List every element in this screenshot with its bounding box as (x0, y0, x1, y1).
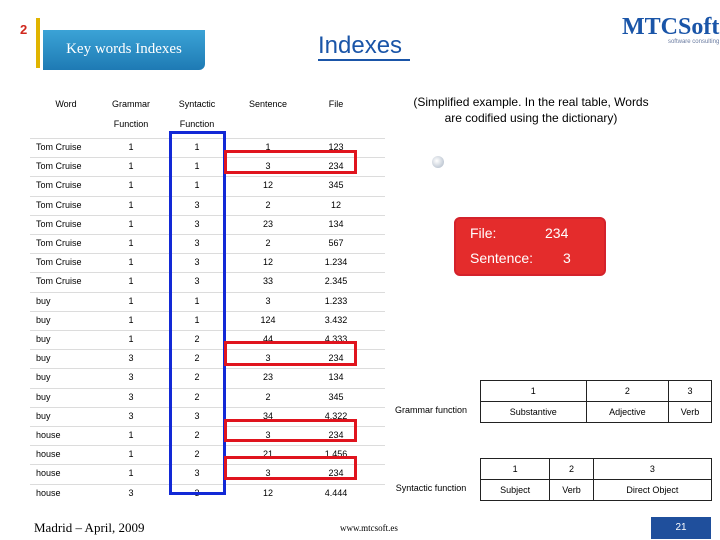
table-cell-word: buy (36, 314, 51, 325)
syntactic-column-highlight (169, 131, 226, 495)
slide-number: 2 (20, 22, 28, 37)
table-cell: 12 (330, 199, 341, 210)
table-cell: 1 (128, 295, 134, 306)
table-cell: 3 (265, 295, 271, 306)
table-cell: 12 (262, 257, 273, 268)
syntactic-function-label: Syntactic function (395, 483, 467, 493)
table-cell: 3 (128, 353, 134, 364)
table-cell-word: house (36, 430, 61, 440)
logo-tagline: software consulting (667, 39, 720, 45)
table-cell: 4.322 (324, 410, 348, 421)
table-cell-word: buy (36, 353, 51, 364)
table-cell: 4.333 (324, 334, 348, 344)
table-cell: 3 (194, 410, 200, 421)
table-cell: 1.456 (324, 449, 348, 460)
table-cell: 567 (328, 238, 344, 248)
footer-location-date: Madrid – April, 2009 (34, 520, 145, 535)
table-cell: 2.345 (324, 276, 348, 287)
syntactic-number: 1 (481, 459, 550, 480)
grammar-value: Verb (669, 402, 712, 423)
table-cell: 3 (265, 353, 271, 364)
table-cell-word: buy (36, 295, 51, 306)
table-cell: 1 (128, 199, 134, 210)
grammar-number: 2 (586, 381, 669, 402)
title-underline (318, 59, 410, 61)
table-cell: 44 (262, 334, 273, 344)
table-cell: 12 (262, 180, 273, 191)
file-value: 234 (545, 225, 569, 241)
syntactic-number: 3 (593, 459, 711, 480)
grammar-number: 1 (481, 381, 587, 402)
table-cell: 1 (128, 180, 134, 191)
table-cell: 34 (262, 410, 273, 421)
table-cell: 2 (194, 449, 200, 460)
grammar-value: Substantive (481, 402, 587, 423)
table-cell-word: Tom Cruise (36, 180, 82, 191)
table-cell: 2 (194, 334, 200, 344)
table-cell: 3 (194, 276, 200, 287)
table-cell: 21 (262, 449, 273, 460)
table-cell-word: house (36, 487, 61, 498)
table-header: Syntactic (178, 99, 216, 109)
table-header: Word (55, 99, 77, 109)
table-cell: 3 (194, 199, 200, 210)
table-cell: 1 (128, 449, 134, 460)
table-cell: 3 (128, 372, 134, 383)
table-cell: 12 (262, 487, 273, 498)
table-cell: 1 (194, 161, 200, 172)
table-cell-word: Tom Cruise (36, 199, 82, 210)
table-cell: 1 (128, 468, 134, 479)
table-cell: 2 (265, 391, 271, 402)
table-cell: 3 (265, 161, 271, 172)
table-cell: 2 (194, 372, 200, 383)
syntactic-value: Verb (550, 480, 594, 501)
syntactic-value: Direct Object (593, 480, 711, 501)
table-cell: 1.234 (324, 257, 348, 268)
sentence-label: Sentence: (470, 250, 534, 266)
table-cell: 1 (194, 142, 200, 152)
table-cell: 23 (262, 218, 273, 229)
table-header-line2: Function (113, 119, 149, 129)
table-cell: 345 (328, 180, 344, 191)
table-header-line2: Function (179, 119, 215, 129)
table-cell: 33 (262, 276, 273, 287)
table-cell: 3 (194, 238, 200, 248)
table-header: Sentence (248, 99, 288, 109)
table-cell: 3.432 (324, 314, 348, 325)
table-cell-word: buy (36, 391, 51, 402)
table-cell: 3 (265, 468, 271, 479)
table-cell: 3 (128, 391, 134, 402)
table-cell: 1 (128, 430, 134, 440)
table-cell-word: Tom Cruise (36, 142, 82, 152)
bubble-icon (432, 156, 444, 168)
table-cell: 134 (328, 372, 344, 383)
table-cell: 123 (328, 142, 344, 152)
company-logo (622, 14, 719, 45)
table-cell: 234 (328, 430, 344, 440)
table-cell: 1 (128, 334, 134, 344)
accent-bar (36, 18, 40, 68)
grammar-value: Adjective (586, 402, 669, 423)
table-cell: 234 (328, 161, 344, 172)
table-cell: 3 (194, 218, 200, 229)
grammar-function-label: Grammar function (394, 405, 468, 415)
page-number-badge: 21 (651, 517, 711, 539)
table-cell: 3 (128, 487, 134, 498)
table-cell: 4.444 (324, 487, 348, 498)
table-cell-word: buy (36, 410, 51, 421)
table-cell-word: Tom Cruise (36, 257, 82, 268)
table-cell: 1 (194, 180, 200, 191)
table-cell: 134 (328, 218, 344, 229)
file-label: File: (470, 225, 497, 241)
table-cell: 3 (194, 257, 200, 268)
table-cell: 1.233 (324, 295, 348, 306)
logo-text: MTCSoft (622, 14, 720, 40)
table-cell: 2 (194, 353, 200, 364)
table-cell: 1 (128, 161, 134, 172)
page-title: Indexes (318, 32, 403, 59)
syntactic-function-table (480, 458, 712, 501)
table-cell: 1 (128, 314, 134, 325)
table-cell: 1 (128, 142, 134, 152)
table-cell: 3 (128, 410, 134, 421)
table-cell: 1 (194, 295, 200, 306)
grammar-number: 3 (669, 381, 712, 402)
table-cell: 3 (194, 487, 200, 498)
table-cell: 2 (265, 238, 271, 248)
sentence-value: 3 (563, 250, 571, 266)
file-sentence-callout (454, 217, 606, 276)
table-cell: 1 (128, 276, 134, 287)
table-cell-word: buy (36, 334, 51, 344)
table-cell-word: house (36, 468, 61, 479)
table-cell: 23 (262, 372, 273, 383)
table-cell: 234 (328, 468, 344, 479)
grammar-function-table (480, 380, 712, 423)
table-cell: 124 (260, 314, 276, 325)
table-cell-word: Tom Cruise (36, 238, 82, 248)
table-cell: 2 (265, 199, 271, 210)
table-cell-word: house (36, 449, 61, 460)
footer-website[interactable]: www.mtcsoft.es (340, 523, 398, 533)
table-cell: 2 (194, 430, 200, 440)
syntactic-number: 2 (550, 459, 594, 480)
row-highlight-file-234 (224, 150, 357, 174)
table-cell-word: Tom Cruise (36, 276, 82, 287)
table-header: Grammar (112, 99, 150, 109)
banner-text: Key words Indexes (66, 41, 182, 57)
table-cell: 345 (328, 391, 344, 402)
table-cell: 1 (128, 218, 134, 229)
row-highlight-file-234 (224, 456, 357, 480)
table-cell: 234 (328, 353, 344, 364)
table-cell-word: Tom Cruise (36, 161, 82, 172)
table-header: File (328, 99, 344, 109)
table-cell: 2 (194, 391, 200, 402)
table-cell: 3 (265, 430, 271, 440)
table-cell: 1 (128, 238, 134, 248)
table-cell: 1 (265, 142, 271, 152)
row-highlight-file-234 (224, 341, 357, 366)
syntactic-value: Subject (481, 480, 550, 501)
table-cell: 1 (194, 314, 200, 325)
table-note: (Simplified example. In the real table, Words are codified using the dictionary) (413, 95, 649, 125)
table-cell-word: Tom Cruise (36, 218, 82, 229)
table-cell: 3 (194, 468, 200, 479)
table-cell: 1 (128, 257, 134, 268)
row-highlight-file-234 (224, 419, 357, 442)
table-cell-word: buy (36, 372, 51, 383)
